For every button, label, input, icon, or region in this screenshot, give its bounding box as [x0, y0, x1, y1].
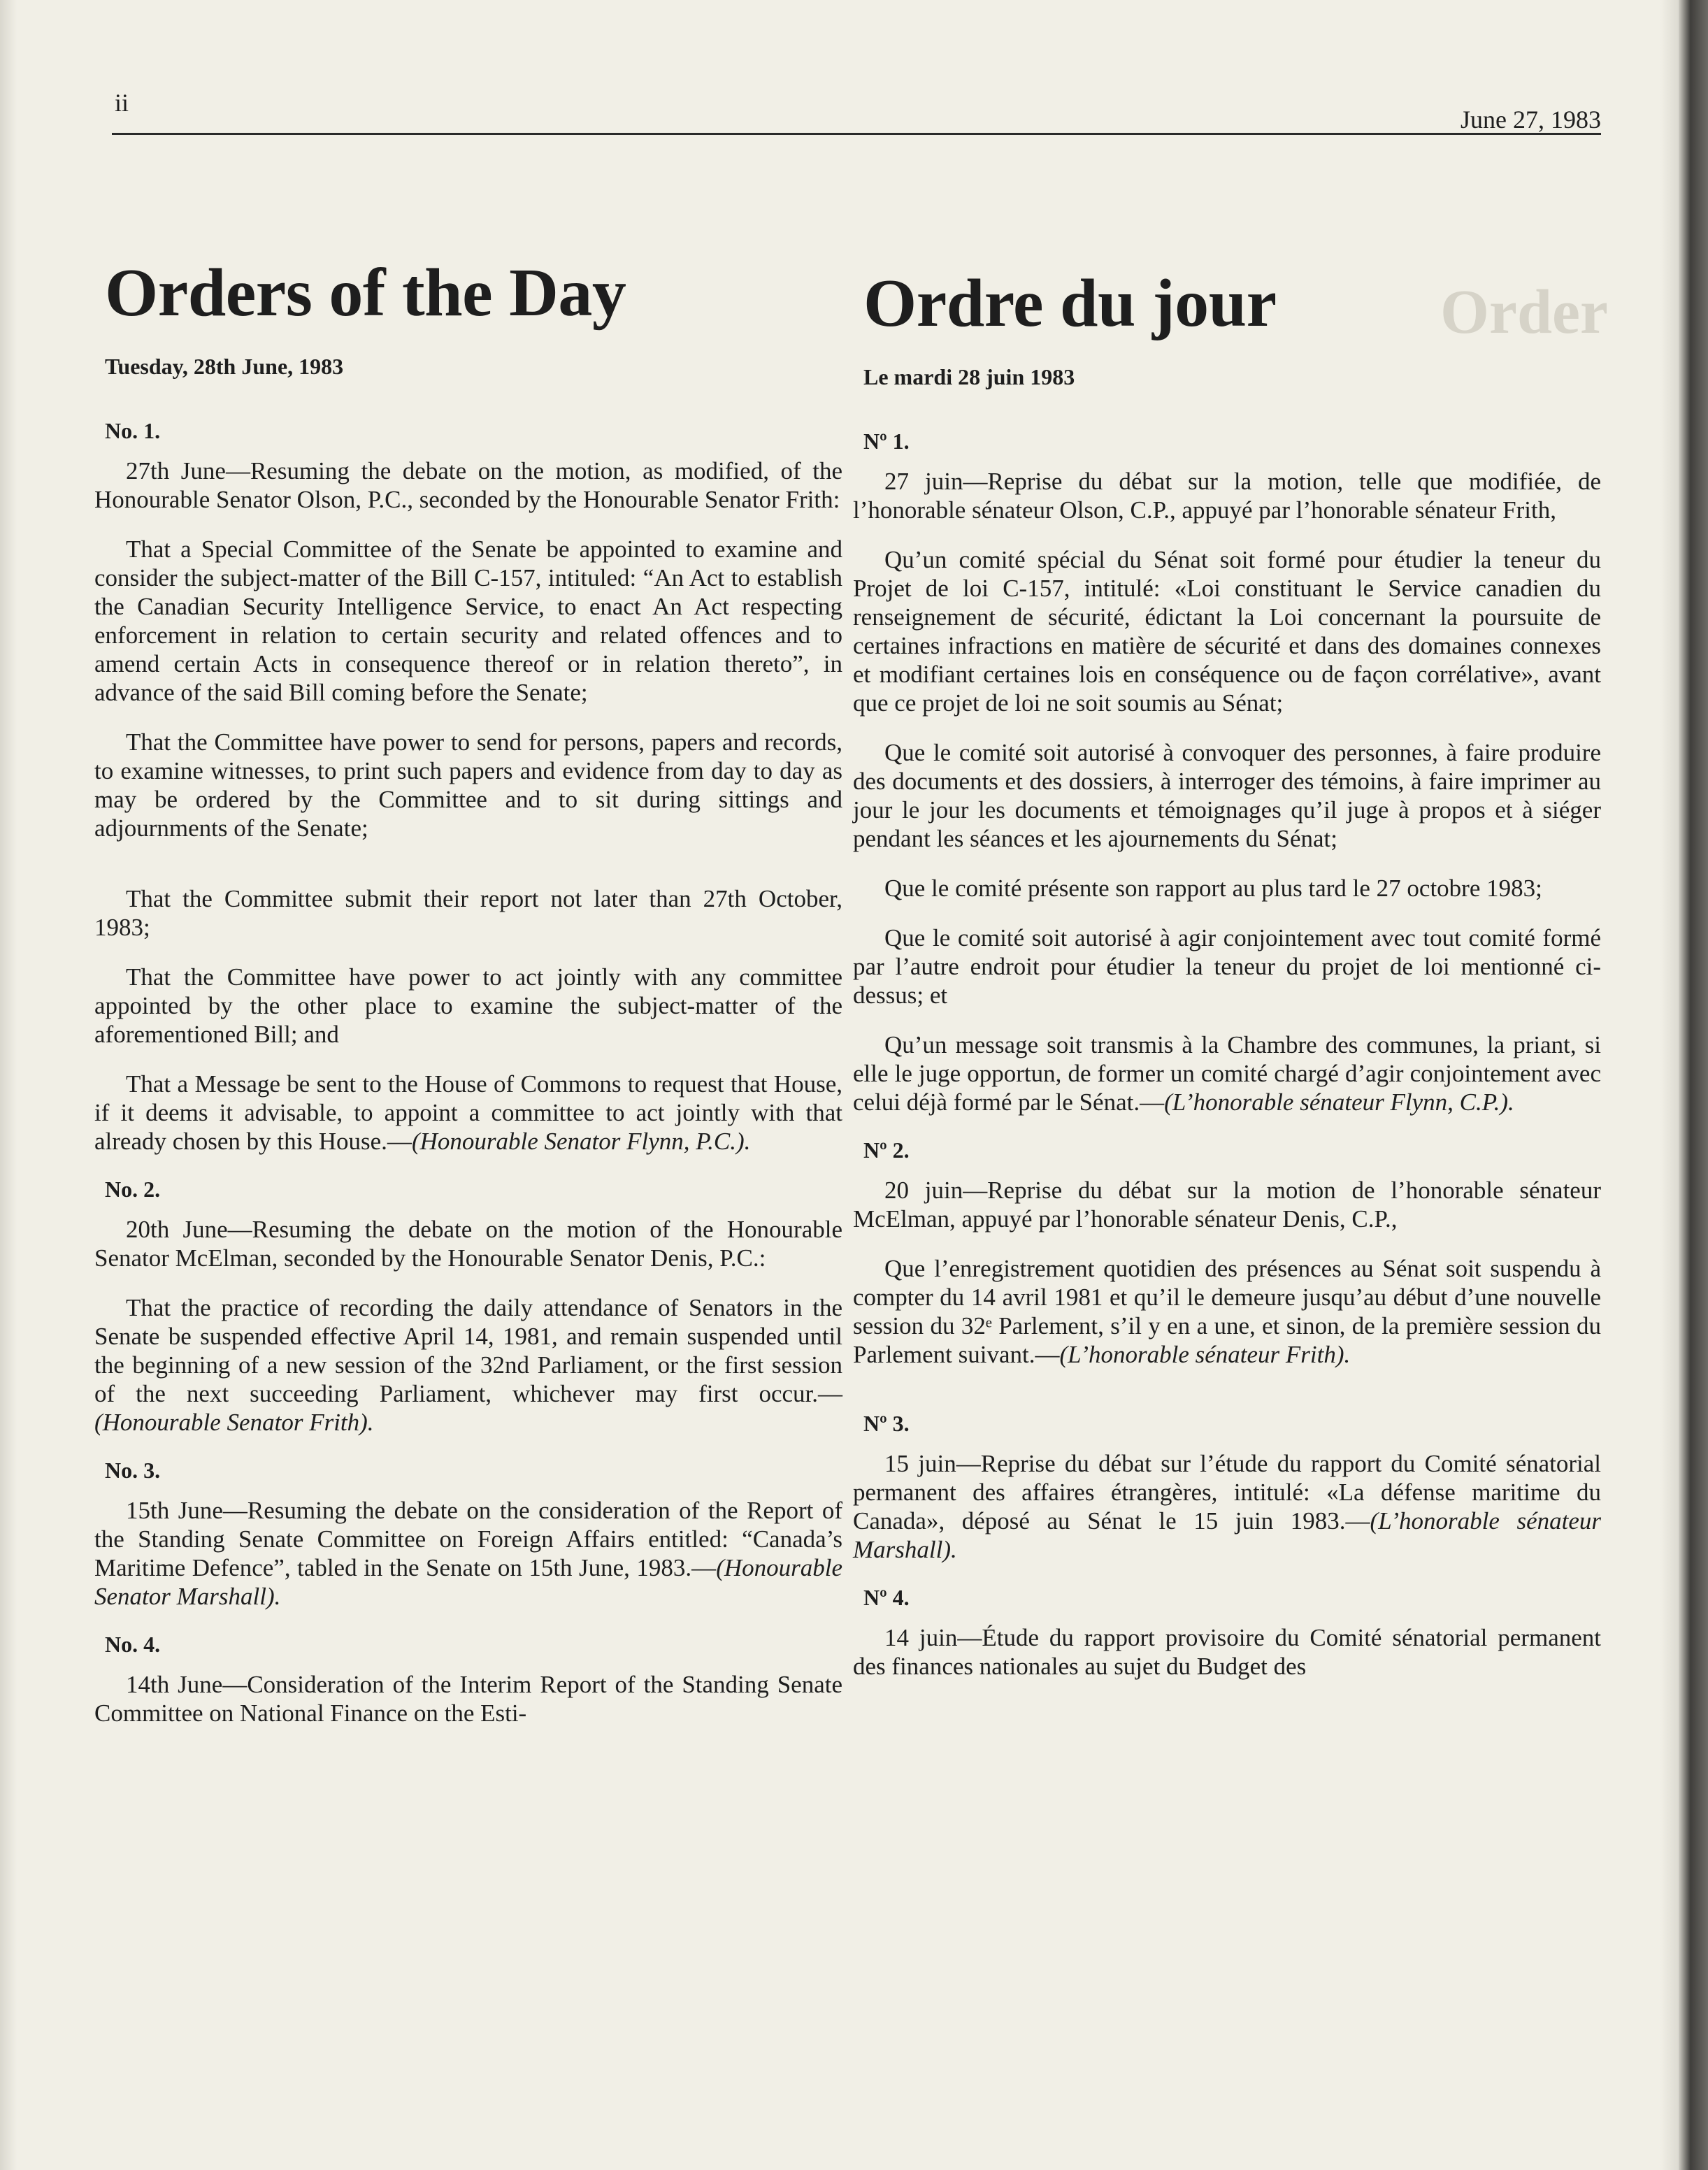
item-2-intro-fr: 20 juin—Reprise du débat sur la motion de l’honorable sénateur McElman, appuyé par l’honorable sénateur Denis, C.P., — [853, 1177, 1601, 1233]
page-date: June 27, 1983 — [1461, 106, 1601, 134]
sitting-date-fr: Le mardi 28 juin 1983 — [863, 364, 1075, 389]
item-2-para-2-fr — [853, 1254, 1601, 1369]
item-number-2-fr: Nº 2. — [863, 1137, 910, 1163]
item-4-intro-fr: 14 juin—Étude du rapport provisoire du Comité sénatorial permanent des finances nationales au sujet du Budget des — [853, 1624, 1601, 1680]
item-1-attribution-en: (Honourable Senator Flynn, P.C.). — [411, 1128, 751, 1155]
item-number-4-fr: Nº 4. — [863, 1585, 910, 1610]
french-column — [853, 266, 1601, 1702]
item-2-attribution-fr: (L’honorable sénateur Frith). — [1059, 1341, 1351, 1368]
item-3-intro-fr — [853, 1449, 1601, 1564]
item-1-para-5-en: That the Committee have power to act jointly with any committee appointed by the other place to examine the subject-matter of the aforementioned Bill; and — [94, 963, 842, 1048]
item-1-para-3-fr: Que le comité soit autorisé à convoquer des personnes, à faire produire des documents et des dossiers, à interroger des témoins, à faire imprimer au jour le jour les documents et témoignages qu’il juge à propos et à siéger pendant les séances et les ajournements du Sénat; — [853, 739, 1601, 852]
item-number-1-en: No. 1. — [105, 418, 161, 443]
item-1-para-6-text-en: That a Message be sent to the House of Commons to request that House, if it deems it advisable, to appoint a committee to act jointly with that already chosen by this House.— — [94, 1070, 842, 1155]
item-1-para-2-fr: Qu’un comité spécial du Sénat soit formé pour étudier la teneur du Projet de loi C-157, intitulé: «Loi constituant le Service canadien du renseignement de sécurité, édictant la Loi concernant la poursuite de certaines infractions en matière de sécurité et dans des domaines connexes et modifiant certaines lois en conséquence ou de façon corrélative», avant que ce projet de loi ne soit soumis au Sénat; — [853, 546, 1601, 717]
spacer — [94, 863, 842, 884]
item-1-para-6-fr — [853, 1030, 1601, 1116]
item-number-3-fr: Nº 3. — [863, 1411, 910, 1436]
page-title-en: Orders of the Day — [105, 255, 626, 331]
item-number-3-en: No. 3. — [105, 1458, 161, 1483]
item-1-para-2-en: That a Special Committee of the Senate be appointed to examine and consider the subject-matter of the Bill C-157, intituled: “An Act to establish the Canadian Security Intelligence Service, to enact An Act respecting enforcement in relation to certain security and related offences and to amend certain Acts in consequence thereof or in relation thereto”, in advance of the said Bill coming before the Senate; — [94, 536, 842, 706]
item-3-text-en: 15th June—Resuming the debate on the consideration of the Report of the Standing Senate Committee on Foreign Affairs entitled: “Canada’s Maritime Defence”, tabled in the Senate on 15th June, 1983.— — [94, 1497, 842, 1581]
item-number-4-en: No. 4. — [105, 1632, 161, 1657]
item-2-para-2-en — [94, 1293, 842, 1437]
item-1-intro-fr: 27 juin—Reprise du débat sur la motion, telle que modifiée, de l’honorable sénateur Olson, C.P., appuyé par l’honorable sénateur Frith, — [853, 468, 1601, 524]
item-2-para-2-text-fr: Que l’enregistrement quotidien des présences au Sénat soit suspendu à compter du 14 avril 1981 et qu’il le demeure jusqu’au début d’une nouvelle session du 32ᵉ Parlement, s’il y en a une, et sinon, de la première session du Parlement suivant.— — [853, 1255, 1601, 1368]
running-head — [112, 84, 1601, 135]
item-3-attribution-fr: (L’honorable sénateur Marshall). — [853, 1507, 1601, 1563]
item-1-para-4-en: That the Committee submit their report not later than 27th October, 1983; — [94, 885, 842, 941]
item-3-intro-en — [94, 1496, 842, 1611]
item-3-attribution-en: (Honourable Senator Marshall). — [94, 1554, 842, 1610]
item-1-para-6-en — [94, 1070, 842, 1156]
item-2-attribution-en: (Honourable Senator Frith). — [94, 1409, 374, 1436]
item-1-attribution-fr: (L’honorable sénateur Flynn, C.P.). — [1164, 1088, 1514, 1116]
page-edge-highlight — [1660, 0, 1679, 2170]
sitting-date-en: Tuesday, 28th June, 1983 — [105, 354, 344, 379]
item-1-intro-en: 27th June—Resuming the debate on the motion, as modified, of the Honourable Senator Olson, P.C., seconded by the Honourable Senator Frith: — [94, 457, 842, 513]
item-1-para-6-text-fr: Qu’un message soit transmis à la Chambre des communes, la priant, si elle le juge opportun, de former un comité chargé d’agir conjointement avec celui déjà formé par le Sénat.— — [853, 1031, 1601, 1116]
page-edge — [1679, 0, 1708, 2170]
english-column — [94, 255, 842, 1748]
item-2-intro-en: 20th June—Resuming the debate on the motion of the Honourable Senator McElman, seconded by the Honourable Senator Denis, P.C.: — [94, 1216, 842, 1272]
item-1-para-5-fr: Que le comité soit autorisé à agir conjointement avec tout comité formé par l’autre endroit pour étudier la teneur du projet de loi mentionné ci-dessus; et — [853, 924, 1601, 1009]
item-1-para-3-en: That the Committee have power to send for persons, papers and records, to examine witnesses, to print such papers and evidence from day to day as may be ordered by the Committee and to sit during sittings and adjournments of the Senate; — [94, 728, 842, 842]
item-4-intro-en: 14th June—Consideration of the Interim Report of the Standing Senate Committee on National Finance on the Esti- — [94, 1671, 842, 1727]
page-gutter-shadow — [0, 0, 17, 2170]
item-number-2-en: No. 2. — [105, 1177, 161, 1202]
show-through-title: Order — [1440, 278, 1608, 347]
item-number-1-fr: Nº 1. — [863, 429, 910, 454]
item-3-text-fr: 15 juin—Reprise du débat sur l’étude du rapport du Comité sénatorial permanent des affaires étrangères, intitulé: «La défense maritime du Canada», déposé au Sénat le 15 juin 1983.— — [853, 1450, 1601, 1535]
page-number: ii — [115, 89, 129, 117]
item-1-para-4-fr: Que le comité présente son rapport au plus tard le 27 octobre 1983; — [884, 875, 1542, 902]
item-2-para-2-text-en: That the practice of recording the daily attendance of Senators in the Senate be suspended effective April 14, 1981, and remain suspended until the beginning of a new session of the 32nd Parliament, or the first session of the next succeeding Parliament, whichever may first occur.— — [94, 1294, 842, 1407]
spacer — [853, 1390, 1601, 1411]
page-title-fr: Ordre du jour — [863, 266, 1277, 341]
